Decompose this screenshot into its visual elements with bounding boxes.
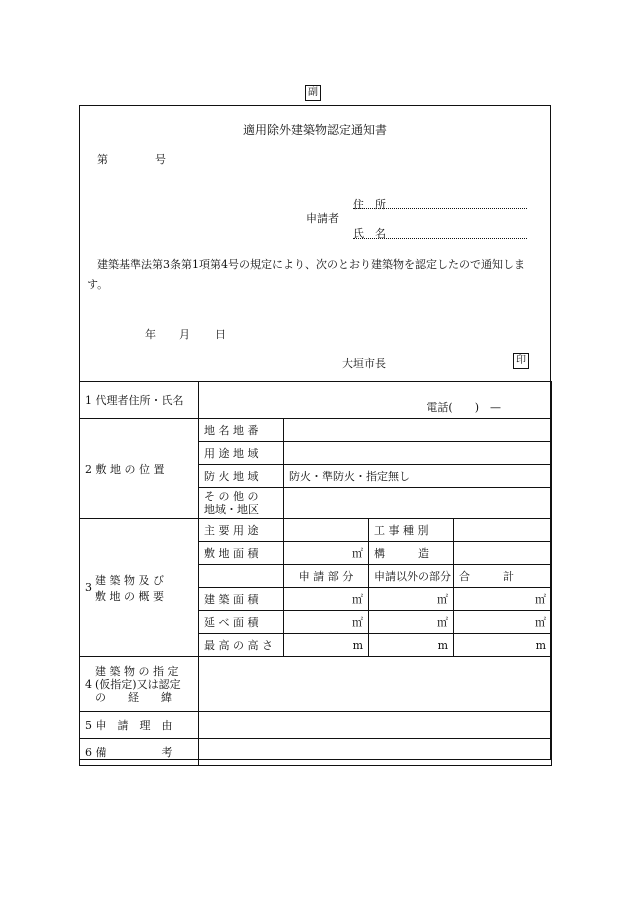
number-prefix: 第 bbox=[97, 153, 108, 166]
max-height-other[interactable]: m bbox=[369, 634, 454, 657]
remarks-label: 備 考 bbox=[95, 746, 173, 759]
max-height-label: 最 高 の 高 さ bbox=[199, 634, 284, 657]
address-line bbox=[353, 208, 527, 209]
build-area-app[interactable]: ㎡ bbox=[284, 588, 369, 611]
build-area-total[interactable]: ㎡ bbox=[454, 588, 552, 611]
name-label: 氏 名 bbox=[353, 227, 386, 240]
structure-label: 構 造 bbox=[369, 542, 454, 565]
other-district-label-line2: 地域・地区 bbox=[204, 503, 259, 516]
details-table bbox=[79, 381, 552, 766]
work-type-label: 工 事 種 別 bbox=[369, 519, 454, 542]
col-other-header: 申請以外の部分 bbox=[369, 565, 454, 588]
site-label-cell bbox=[80, 419, 199, 519]
remarks-label-cell bbox=[80, 739, 199, 766]
max-height-app[interactable]: m bbox=[284, 634, 369, 657]
col-app-header: 申 請 部 分 bbox=[284, 565, 369, 588]
agent-label-cell bbox=[80, 382, 199, 419]
number-suffix: 号 bbox=[155, 153, 166, 166]
table-row bbox=[80, 712, 552, 739]
chiban-label: 地 名 地 番 bbox=[199, 419, 284, 442]
date-day: 日 bbox=[215, 328, 226, 341]
site-label: 敷 地 の 位 置 bbox=[95, 462, 165, 476]
reason-label-cell bbox=[80, 712, 199, 739]
youto-label: 用 途 地 域 bbox=[199, 442, 284, 465]
body-text-line2: す。 bbox=[87, 278, 109, 291]
history-label-line2: (仮指定)又は認定 bbox=[95, 677, 181, 691]
history-label-cell bbox=[80, 657, 199, 712]
table-row bbox=[80, 382, 552, 419]
agent-label: 代理者住所・氏名 bbox=[95, 394, 184, 407]
remarks-value[interactable] bbox=[199, 739, 552, 766]
building-label-line1: 建 築 物 及 び bbox=[95, 573, 164, 587]
bouka-label: 防 火 地 域 bbox=[199, 465, 284, 488]
copy-mark: 副 bbox=[305, 85, 321, 101]
history-label-line3: の 経 緯 bbox=[95, 690, 172, 704]
floor-area-total[interactable]: ㎡ bbox=[454, 611, 552, 634]
build-area-label: 建 築 面 積 bbox=[199, 588, 284, 611]
history-label-line1: 建 築 物 の 指 定 bbox=[95, 664, 179, 678]
row-number: 5 bbox=[85, 719, 92, 732]
row-number: 3 bbox=[85, 581, 92, 594]
row-number: 4 bbox=[85, 677, 92, 691]
row-number: 2 bbox=[85, 462, 92, 476]
build-area-other[interactable]: ㎡ bbox=[369, 588, 454, 611]
col-total-header: 合 計 bbox=[454, 565, 552, 588]
reason-value[interactable] bbox=[199, 712, 552, 739]
applicant-label: 申請者 bbox=[306, 212, 339, 225]
youto-value[interactable] bbox=[284, 442, 552, 465]
other-district-label bbox=[199, 488, 284, 519]
site-area-label: 敷 地 面 積 bbox=[199, 542, 284, 565]
date-month: 月 bbox=[179, 328, 190, 341]
floor-area-app[interactable]: ㎡ bbox=[284, 611, 369, 634]
building-label-line2: 敷 地 の 概 要 bbox=[95, 589, 164, 603]
row-number: 6 bbox=[85, 746, 92, 759]
table-row bbox=[80, 739, 552, 766]
reason-label: 申 請 理 由 bbox=[95, 719, 173, 732]
issuer: 大垣市長 bbox=[342, 357, 386, 370]
bouka-value[interactable]: 防火・準防火・指定無し bbox=[284, 465, 552, 488]
address-label: 住 所 bbox=[353, 198, 386, 211]
table-row bbox=[80, 419, 552, 442]
row-number: 1 bbox=[85, 394, 92, 407]
name-line bbox=[353, 238, 527, 239]
floor-area-other[interactable]: ㎡ bbox=[369, 611, 454, 634]
table-row bbox=[80, 657, 552, 712]
table-row bbox=[80, 519, 552, 542]
main-use-label: 主 要 用 途 bbox=[199, 519, 284, 542]
phone-label: 電話( ) — bbox=[426, 401, 501, 414]
seal-mark: 印 bbox=[513, 353, 529, 369]
agent-value-cell[interactable] bbox=[199, 382, 552, 419]
building-label-cell bbox=[80, 519, 199, 657]
main-use-value[interactable] bbox=[284, 519, 369, 542]
other-district-value[interactable] bbox=[284, 488, 552, 519]
blank-header-cell bbox=[199, 565, 284, 588]
document-title: 適用除外建築物認定通知書 bbox=[242, 123, 387, 137]
history-value[interactable] bbox=[199, 657, 552, 712]
date-year: 年 bbox=[145, 328, 156, 341]
structure-value[interactable] bbox=[454, 542, 552, 565]
other-district-label-line1: そ の 他 の bbox=[204, 490, 259, 503]
floor-area-label: 延 べ 面 積 bbox=[199, 611, 284, 634]
work-type-value[interactable] bbox=[454, 519, 552, 542]
site-area-value[interactable]: ㎡ bbox=[284, 542, 369, 565]
max-height-total[interactable]: m bbox=[454, 634, 552, 657]
body-text-line1: 建築基準法第3条第1項第4号の規定により、次のとおり建築物を認定したので通知しま bbox=[97, 258, 525, 271]
chiban-value[interactable] bbox=[284, 419, 552, 442]
